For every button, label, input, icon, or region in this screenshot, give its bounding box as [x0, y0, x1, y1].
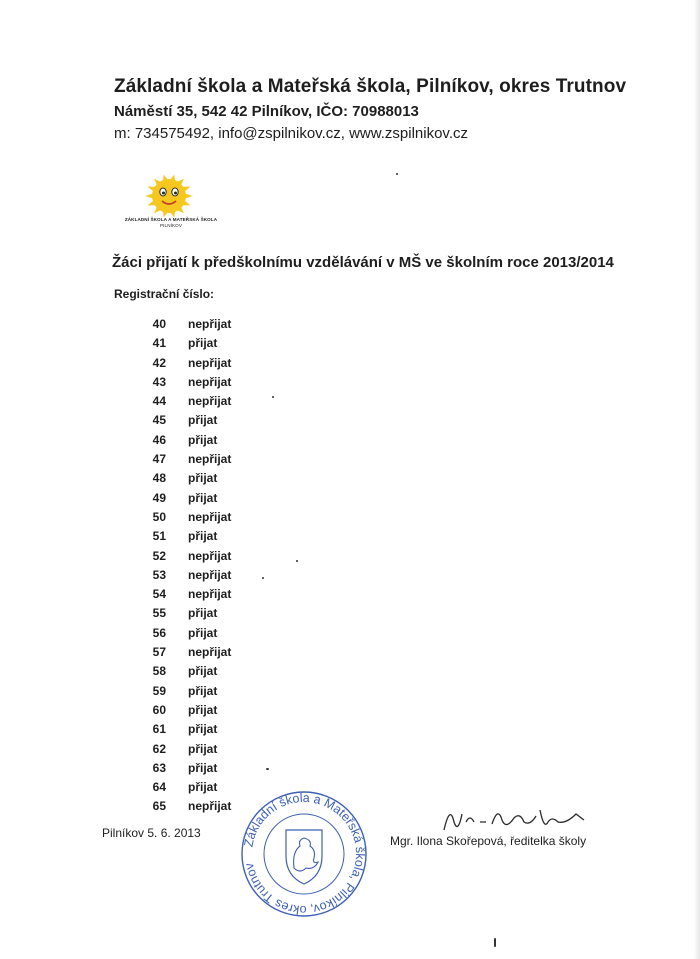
admission-status: nepřijat	[188, 394, 232, 409]
logo-caption	[112, 217, 230, 229]
registration-row	[144, 797, 231, 816]
registration-number: 40	[152, 317, 166, 331]
registration-number: 58	[152, 664, 166, 679]
registration-number: 41	[152, 336, 166, 351]
admission-status: nepřijat	[188, 452, 232, 467]
registration-number: 46	[152, 432, 166, 447]
sun-logo-icon	[124, 170, 214, 218]
admission-status: nepřijat	[188, 548, 232, 563]
admission-status: přijat	[188, 490, 218, 505]
registration-number: 51	[152, 529, 166, 544]
registration-row	[144, 662, 231, 681]
registration-row	[144, 566, 231, 585]
registration-row	[144, 778, 231, 797]
scan-speck	[266, 768, 269, 770]
admission-status: přijat	[188, 529, 218, 544]
sun-ray	[185, 193, 193, 198]
registration-number: 50	[152, 509, 166, 524]
admission-status: nepřijat	[188, 799, 232, 814]
registration-row	[144, 720, 231, 739]
admission-status: přijat	[188, 471, 218, 486]
registration-row	[144, 527, 231, 546]
letterhead	[114, 76, 626, 142]
registration-row	[144, 604, 231, 623]
admission-status: přijat	[188, 780, 218, 795]
registration-row	[144, 585, 231, 604]
registration-number: 55	[152, 606, 166, 621]
registration-row	[144, 373, 231, 392]
place-and-date: Pilníkov 5. 6. 2013	[102, 826, 201, 840]
registration-number: 54	[152, 587, 166, 602]
registration-number: 60	[152, 702, 166, 717]
admission-status: přijat	[188, 702, 218, 717]
admission-status: nepřijat	[188, 567, 232, 582]
scan-speck	[396, 173, 398, 175]
registration-row	[144, 740, 231, 759]
admission-status: přijat	[188, 760, 218, 775]
admission-status: nepřijat	[188, 509, 232, 524]
registration-number: 44	[152, 394, 166, 409]
registration-number: 43	[152, 374, 166, 389]
sun-ray	[145, 193, 153, 198]
admission-status: nepřijat	[188, 374, 232, 389]
registration-number: 42	[152, 355, 166, 370]
registration-number: 56	[152, 625, 166, 640]
registration-row	[144, 431, 231, 450]
registration-number: 53	[152, 567, 166, 582]
registration-row	[144, 450, 231, 469]
admission-status: přijat	[188, 683, 218, 698]
registration-row	[144, 701, 231, 720]
admission-status: přijat	[188, 664, 218, 679]
admission-status: nepřijat	[188, 355, 232, 370]
admission-status: přijat	[188, 336, 218, 351]
admission-status: přijat	[188, 741, 218, 756]
admission-status: přijat	[188, 432, 218, 447]
registration-row	[144, 469, 231, 488]
registration-number: 49	[152, 490, 166, 505]
registration-number: 64	[152, 780, 166, 795]
svg-text:Základní škola a Mateřská škol: Základní škola a Mateřská škola, Pilníkov, okres Trutnov	[241, 790, 368, 918]
school-logo	[112, 170, 232, 232]
admission-status: přijat	[188, 606, 218, 621]
registration-number: 57	[152, 645, 166, 660]
logo-line-2: PILNÍKOV	[160, 223, 182, 228]
registration-row	[144, 624, 231, 643]
admission-status: nepřijat	[188, 645, 232, 660]
registration-number: 48	[152, 471, 166, 486]
admission-status: nepřijat	[188, 317, 232, 331]
registration-label: Registrační číslo:	[114, 287, 215, 301]
page-edge-shadow	[694, 0, 700, 959]
admission-status: přijat	[188, 625, 218, 640]
registration-number: 47	[152, 452, 166, 467]
admission-status: přijat	[188, 413, 218, 428]
registration-row	[144, 411, 231, 430]
school-stamp	[234, 790, 374, 918]
school-contact: m: 734575492, info@zspilnikov.cz, www.zspilnikov.cz	[114, 125, 468, 142]
registration-number: 62	[152, 741, 166, 756]
scan-speck	[494, 938, 496, 947]
registration-number: 61	[152, 722, 166, 737]
document-title: Žáci přijatí k předškolnímu vzdělávání v MŠ ve školním roce 2013/2014	[112, 254, 614, 271]
registration-row	[144, 392, 231, 411]
registration-list	[144, 315, 231, 817]
registration-row	[144, 508, 231, 527]
scan-speck	[272, 396, 274, 398]
admission-status: nepřijat	[188, 587, 232, 602]
scan-speck	[262, 577, 264, 579]
stamp-seal-icon	[234, 790, 374, 918]
registration-number: 59	[152, 683, 166, 698]
signer-name: Mgr. Ilona Skořepová, ředitelka školy	[390, 834, 587, 848]
registration-row	[144, 315, 231, 334]
scan-speck	[296, 560, 298, 562]
registration-row	[144, 643, 231, 662]
registration-row	[144, 489, 231, 508]
school-address: Náměstí 35, 542 42 Pilníkov, IČO: 70988013	[114, 103, 419, 120]
registration-row	[144, 354, 231, 373]
registration-row	[144, 334, 231, 353]
admission-status: přijat	[188, 722, 218, 737]
school-name: Základní škola a Mateřská škola, Pilníkov, okres Trutnov	[114, 76, 627, 97]
registration-number: 45	[152, 413, 166, 428]
logo-line-1: ZÁKLADNÍ ŠKOLA A MATEŘSKÁ ŠKOLA	[124, 217, 218, 222]
registration-number: 65	[152, 799, 166, 814]
registration-number: 63	[152, 760, 166, 775]
registration-number: 52	[152, 548, 166, 563]
registration-row	[144, 682, 231, 701]
registration-row	[144, 547, 231, 566]
registration-row	[144, 759, 231, 778]
